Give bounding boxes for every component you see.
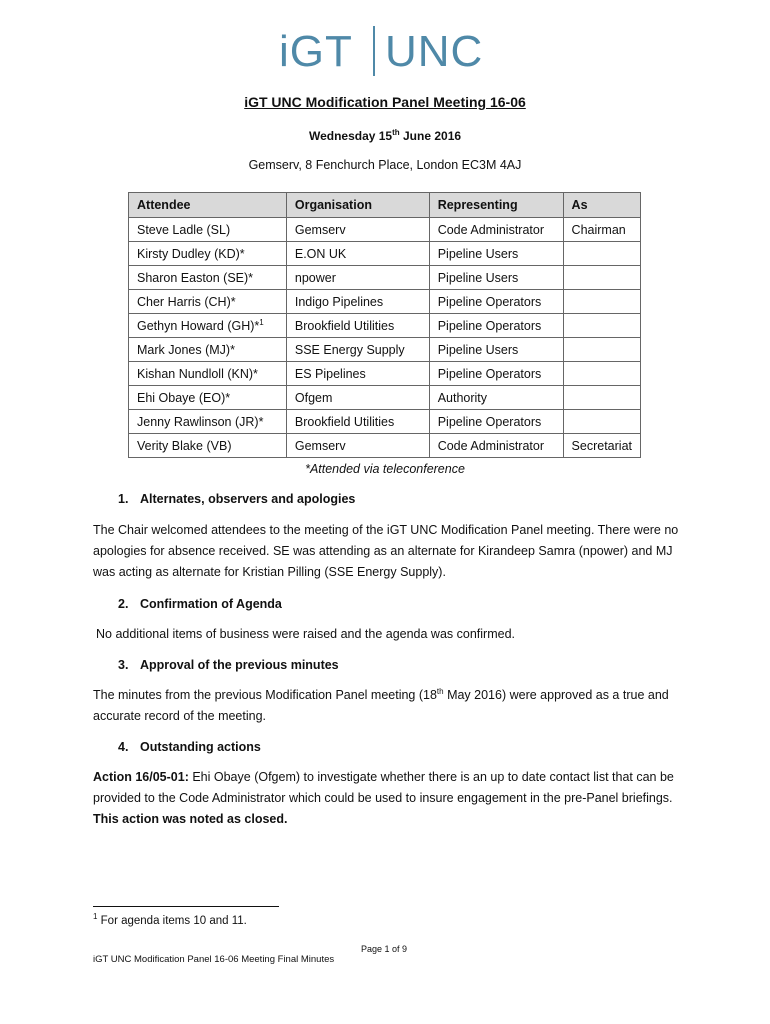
cell-attendee: Sharon Easton (SE)* — [129, 266, 287, 290]
cell-attendee: Kishan Nundloll (KN)* — [129, 362, 287, 386]
meeting-date: Wednesday 15th June 2016 — [308, 128, 462, 143]
teleconference-note: *Attended via teleconference — [305, 462, 465, 476]
header-representing: Representing — [429, 193, 563, 218]
document-footer: iGT UNC Modification Panel 16-06 Meeting Final Minutes — [93, 954, 335, 965]
table-row — [129, 218, 641, 242]
cell-organisation: E.ON UK — [286, 242, 429, 266]
action-label: Action 16/05-01: — [93, 770, 189, 784]
section-3-text: The minutes from the previous Modification Panel meeting (18th May 2016) were approved as a true and accurate record of the meeting. — [93, 686, 669, 723]
cell-representing: Pipeline Operators — [429, 290, 563, 314]
cell-as — [563, 242, 640, 266]
cell-attendee: Mark Jones (MJ)* — [129, 338, 287, 362]
table-row — [129, 338, 641, 362]
cell-representing: Authority — [429, 386, 563, 410]
cell-as — [563, 410, 640, 434]
cell-organisation: Brookfield Utilities — [286, 314, 429, 338]
cell-representing: Pipeline Users — [429, 338, 563, 362]
cell-organisation: Indigo Pipelines — [286, 290, 429, 314]
igt-unc-logo — [279, 26, 491, 78]
action-status: This action was noted as closed. — [93, 812, 288, 826]
cell-representing: Pipeline Operators — [429, 410, 563, 434]
table-row — [129, 290, 641, 314]
cell-as — [563, 362, 640, 386]
table-row — [129, 362, 641, 386]
header-attendee: Attendee — [129, 193, 287, 218]
cell-organisation: npower — [286, 266, 429, 290]
cell-attendee: Verity Blake (VB) — [129, 434, 287, 458]
table-row — [129, 314, 641, 338]
cell-organisation: Gemserv — [286, 434, 429, 458]
footnote: $^1$ For agenda items 10 and 11. — [93, 912, 247, 927]
footnote-divider — [93, 906, 279, 907]
cell-as — [563, 290, 640, 314]
cell-as — [563, 314, 640, 338]
cell-organisation: Brookfield Utilities — [286, 410, 429, 434]
table-row — [129, 386, 641, 410]
table-row — [129, 242, 641, 266]
header-as: As — [563, 193, 640, 218]
cell-as: Chairman — [563, 218, 640, 242]
cell-attendee: Cher Harris (CH)* — [129, 290, 287, 314]
cell-attendee: Ehi Obaye (EO)* — [129, 386, 287, 410]
cell-representing: Code Administrator — [429, 218, 563, 242]
cell-organisation: Ofgem — [286, 386, 429, 410]
table-row — [129, 434, 641, 458]
cell-organisation: SSE Energy Supply — [286, 338, 429, 362]
table-header-row — [129, 193, 641, 218]
cell-organisation: Gemserv — [286, 218, 429, 242]
logo-igt: iGT — [279, 27, 353, 76]
cell-attendee: Gethyn Howard (GH)*$^1$ — [129, 314, 287, 338]
cell-as — [563, 386, 640, 410]
cell-organisation: ES Pipelines — [286, 362, 429, 386]
section-1-text: The Chair welcomed attendees to the meeting of the iGT UNC Modification Panel meeting. There were no apologies for absence received. SE was attending as an alternate for Kirandeep Samra (npower) and MJ was acting as alternate for Kristian Pilling (SSE Energy Supply). — [93, 523, 679, 579]
cell-representing: Pipeline Users — [429, 242, 563, 266]
table-row — [129, 410, 641, 434]
logo-unc: UNC — [385, 27, 484, 76]
page-title: iGT UNC Modification Panel Meeting 16-06 — [244, 94, 526, 110]
table-row — [129, 266, 641, 290]
cell-representing: Pipeline Operators — [429, 362, 563, 386]
cell-representing: Pipeline Users — [429, 266, 563, 290]
section-4-action — [93, 767, 683, 830]
cell-attendee: Steve Ladle (SL) — [129, 218, 287, 242]
meeting-venue: Gemserv, 8 Fenchurch Place, London EC3M 4AJ — [248, 158, 522, 172]
cell-representing: Code Administrator — [429, 434, 563, 458]
cell-as — [563, 266, 640, 290]
cell-attendee: Kirsty Dudley (KD)* — [129, 242, 287, 266]
page-number: Page 1 of 9 — [361, 944, 408, 954]
attendee-table — [128, 192, 641, 458]
action-text: Ehi Obaye (Ofgem) to investigate whether there is an up to date contact list that can be provided to the Code Administrator which could be used to insure engagement in the pre-Panel briefings. — [93, 770, 674, 805]
logo-divider — [373, 26, 375, 76]
cell-as: Secretariat — [563, 434, 640, 458]
cell-attendee: Jenny Rawlinson (JR)* — [129, 410, 287, 434]
cell-representing: Pipeline Operators — [429, 314, 563, 338]
section-2-text: No additional items of business were raised and the agenda was confirmed. — [96, 627, 515, 641]
cell-as — [563, 338, 640, 362]
header-organisation: Organisation — [286, 193, 429, 218]
